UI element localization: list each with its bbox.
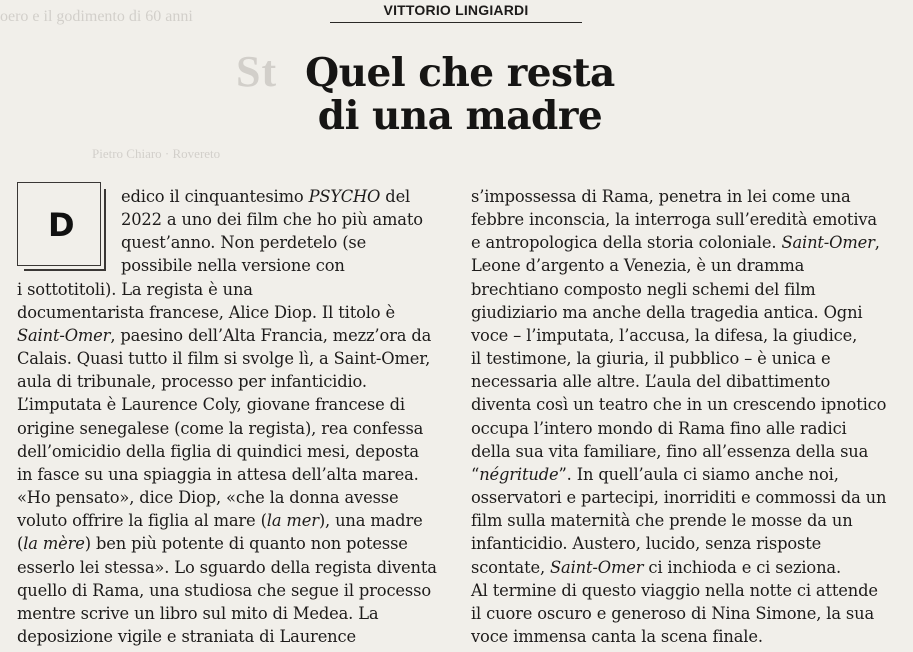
- text-line: Calais. Quasi tutto il film si svolge lì, a Saint-Omer,: [17, 349, 431, 369]
- text-line: voce immensa canta la scena finale.: [471, 626, 763, 646]
- right-column: [471, 185, 905, 648]
- text-line: dell’omicidio della figlia di quindici mesi, deposta: [17, 441, 419, 461]
- text-line: Al termine di questo viaggio nella notte ci attende: [471, 580, 878, 600]
- text-line: il testimone, la giuria, il pubblico – è unica e: [471, 349, 831, 369]
- text-line: «Ho pensato», dice Diop, «che la donna avesse: [17, 488, 399, 508]
- bleed-through-caption: Pietro Chiaro · Rovereto: [92, 146, 221, 161]
- text-line: edico il cinquantesimo PSYCHO del: [121, 187, 411, 206]
- text-line: s’impossessa di Rama, penetra in lei come una: [471, 187, 851, 206]
- text-line: scontate, Saint-Omer ci inchioda e ci seziona.: [471, 557, 842, 577]
- text-line: (la mère) ben più potente di quanto non potesse: [17, 534, 408, 554]
- text-line: esserlo lei stessa». Lo sguardo della regista diventa: [17, 557, 437, 577]
- drop-cap: D: [48, 206, 75, 244]
- text-line: diventa così un teatro che in un crescendo ipnotico: [471, 395, 887, 415]
- italic-span: PSYCHO: [308, 187, 381, 206]
- title-line-1: Quel che resta: [305, 50, 615, 96]
- text-line: possibile nella versione con: [121, 256, 345, 276]
- right-column-text: [471, 185, 905, 648]
- text-line: voce – l’imputata, l’accusa, la difesa, la giudice,: [471, 325, 858, 345]
- text-line: origine senegalese (come la regista), rea confessa: [17, 418, 424, 438]
- text-line: infanticidio. Austero, lucido, senza risposte: [471, 534, 822, 554]
- text-line: Leone d’argento a Venezia, è un dramma: [471, 256, 805, 276]
- italic-span: négritude: [479, 464, 559, 484]
- text-line: mentre scrive un libro sul mito di Medea. La: [17, 603, 379, 623]
- text-line: aula di tribunale, processo per infanticidio.: [17, 372, 367, 392]
- author-header: VITTORIO LINGIARDI: [330, 0, 582, 23]
- text-line: L’imputata è Laurence Coly, giovane francese di: [17, 395, 405, 415]
- left-column: [17, 185, 462, 648]
- text-line: febbre inconscia, la interroga sull’eredità emotiva: [471, 210, 877, 230]
- text-line: documentarista francese, Alice Diop. Il titolo è: [17, 302, 395, 322]
- text-line: della sua vita familiare, fino all’essenza della sua: [471, 441, 869, 461]
- text-line: il cuore oscuro e generoso di Nina Simone, la sua: [471, 603, 875, 623]
- article-title: [200, 52, 720, 138]
- bleed-through-text: oero e il godimento di 60 anni: [0, 8, 193, 25]
- text-line: deposizione vigile e straniata di Laurence: [17, 626, 356, 646]
- bleed-through-heading: St: [236, 47, 278, 96]
- text-line: film sulla maternità che prende le mosse da un: [471, 511, 853, 531]
- text-line: giudiziario ma anche della tragedia antica. Ogni: [471, 302, 863, 322]
- text-line: necessaria alle altre. L’aula del dibattimento: [471, 372, 831, 392]
- text-line: i sottotitoli). La regista è una: [17, 279, 253, 299]
- italic-span: la mère: [23, 534, 85, 554]
- text-line: occupa l’intero mondo di Rama fino alle radici: [471, 418, 847, 438]
- text-line: “négritude”. In quell’aula ci siamo anche noi,: [471, 464, 839, 484]
- text-line: brechtiano composto negli schemi del film: [471, 279, 816, 299]
- title-line-2: di una madre: [317, 93, 603, 139]
- text-line: quest’anno. Non perdetelo (se: [121, 233, 367, 253]
- text-line: osservatori e partecipi, inorriditi e commossi da un: [471, 488, 887, 508]
- italic-span: la mer: [266, 511, 319, 531]
- text-line: in fasce su una spiaggia in attesa dell’alta marea.: [17, 464, 419, 484]
- text-line: e antropologica della storia coloniale. Saint-Omer,: [471, 233, 880, 253]
- text-line: voluto offrire la figlia al mare (la mer), una madre: [17, 511, 423, 531]
- italic-span: Saint-Omer: [781, 233, 875, 253]
- drop-cap-frame: [17, 182, 109, 272]
- text-line: Saint-Omer, paesino dell’Alta Francia, mezz’ora da: [17, 325, 432, 345]
- text-line: 2022 a uno dei film che ho più amato: [121, 210, 423, 230]
- text-line: quello di Rama, una studiosa che segue il processo: [17, 580, 431, 600]
- italic-span: Saint-Omer: [17, 325, 111, 345]
- italic-span: Saint-Omer: [550, 557, 644, 577]
